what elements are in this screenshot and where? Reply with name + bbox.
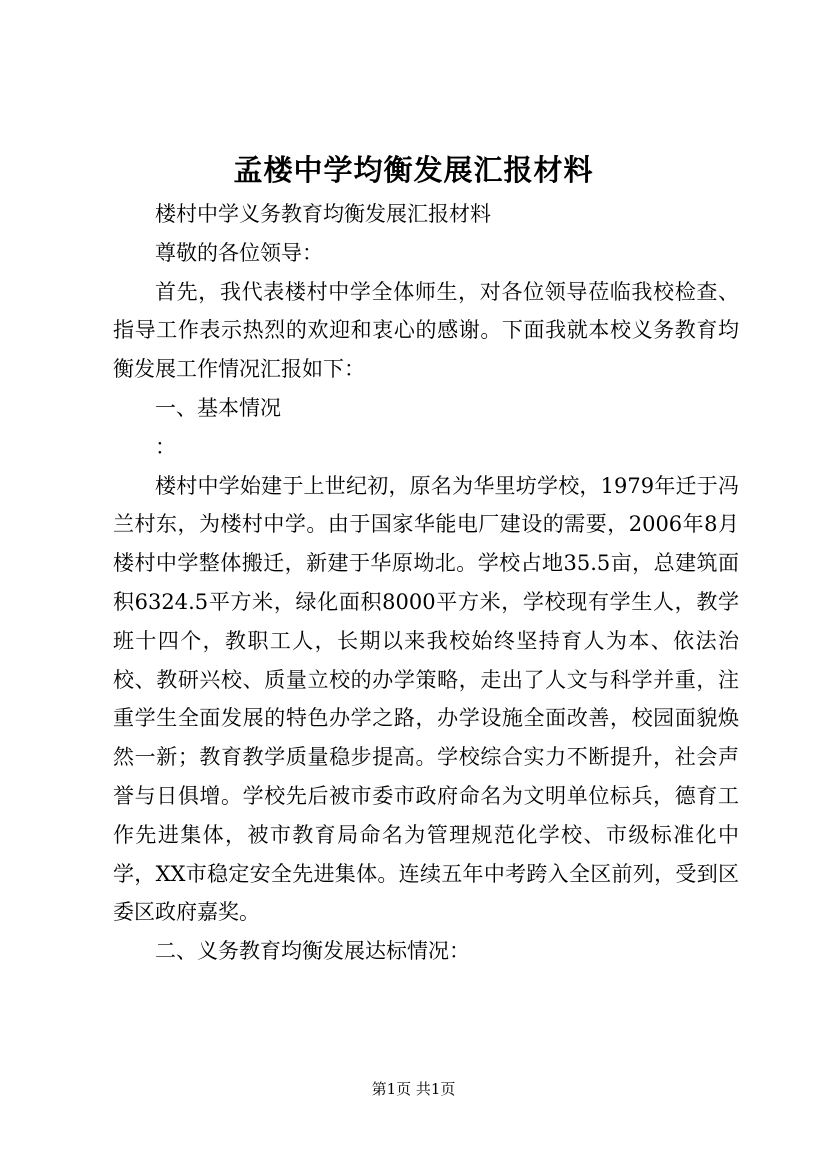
document-title: 孟楼中学均衡发展汇报材料 <box>233 153 594 187</box>
colon-paragraph: ： <box>155 434 176 459</box>
section-heading-standards: 二、义务教育均衡发展达标情况： <box>155 939 470 964</box>
page-footer: 第1页 共1页 <box>371 1080 456 1098</box>
intro-paragraph: 首先，我代表楼村中学全体师生，对各位领导莅临我校检查、指导工作表示热烈的欢迎和衷心的感谢。下面我就本校义务教育均衡发展工作情况汇报如下： <box>113 279 739 382</box>
document-body <box>113 195 739 971</box>
subtitle-paragraph: 楼村中学义务教育均衡发展汇报材料 <box>155 202 491 226</box>
section-heading-basic: 一、基本情况 <box>155 395 281 420</box>
salutation-paragraph: 尊敬的各位领导： <box>155 240 323 265</box>
history-paragraph: 楼村中学始建于上世纪初，原名为华里坊学校，1979年迁于冯兰村东，为楼村中学。由于国家华能电厂建设的需要，2006年8月楼村中学整体搬迁，新建于华原坳北。学校占地35.5亩，总建筑面积6324.5平方米，绿化面积8000平方米，学校现有学生人，教学班十四个，教职工人，长期以来我校始终坚持育人为本、依法治校、教研兴校、质量立校的办学策略，走出了人文与科学并重，注重学生全面发展的特色办学之路，办学设施全面改善，校园面貌焕然一新；教育教学质量稳步提高。学校综合实力不断提升，社会声誉与日俱增。学校先后被市委市政府命名为文明单位标兵，德育工作先进集体，被市教育局命名为管理规范化学校、市级标准化中学，XX市稳定安全先进集体。连续五年中考跨入全区前列，受到区委区政府嘉奖。 <box>113 473 739 925</box>
